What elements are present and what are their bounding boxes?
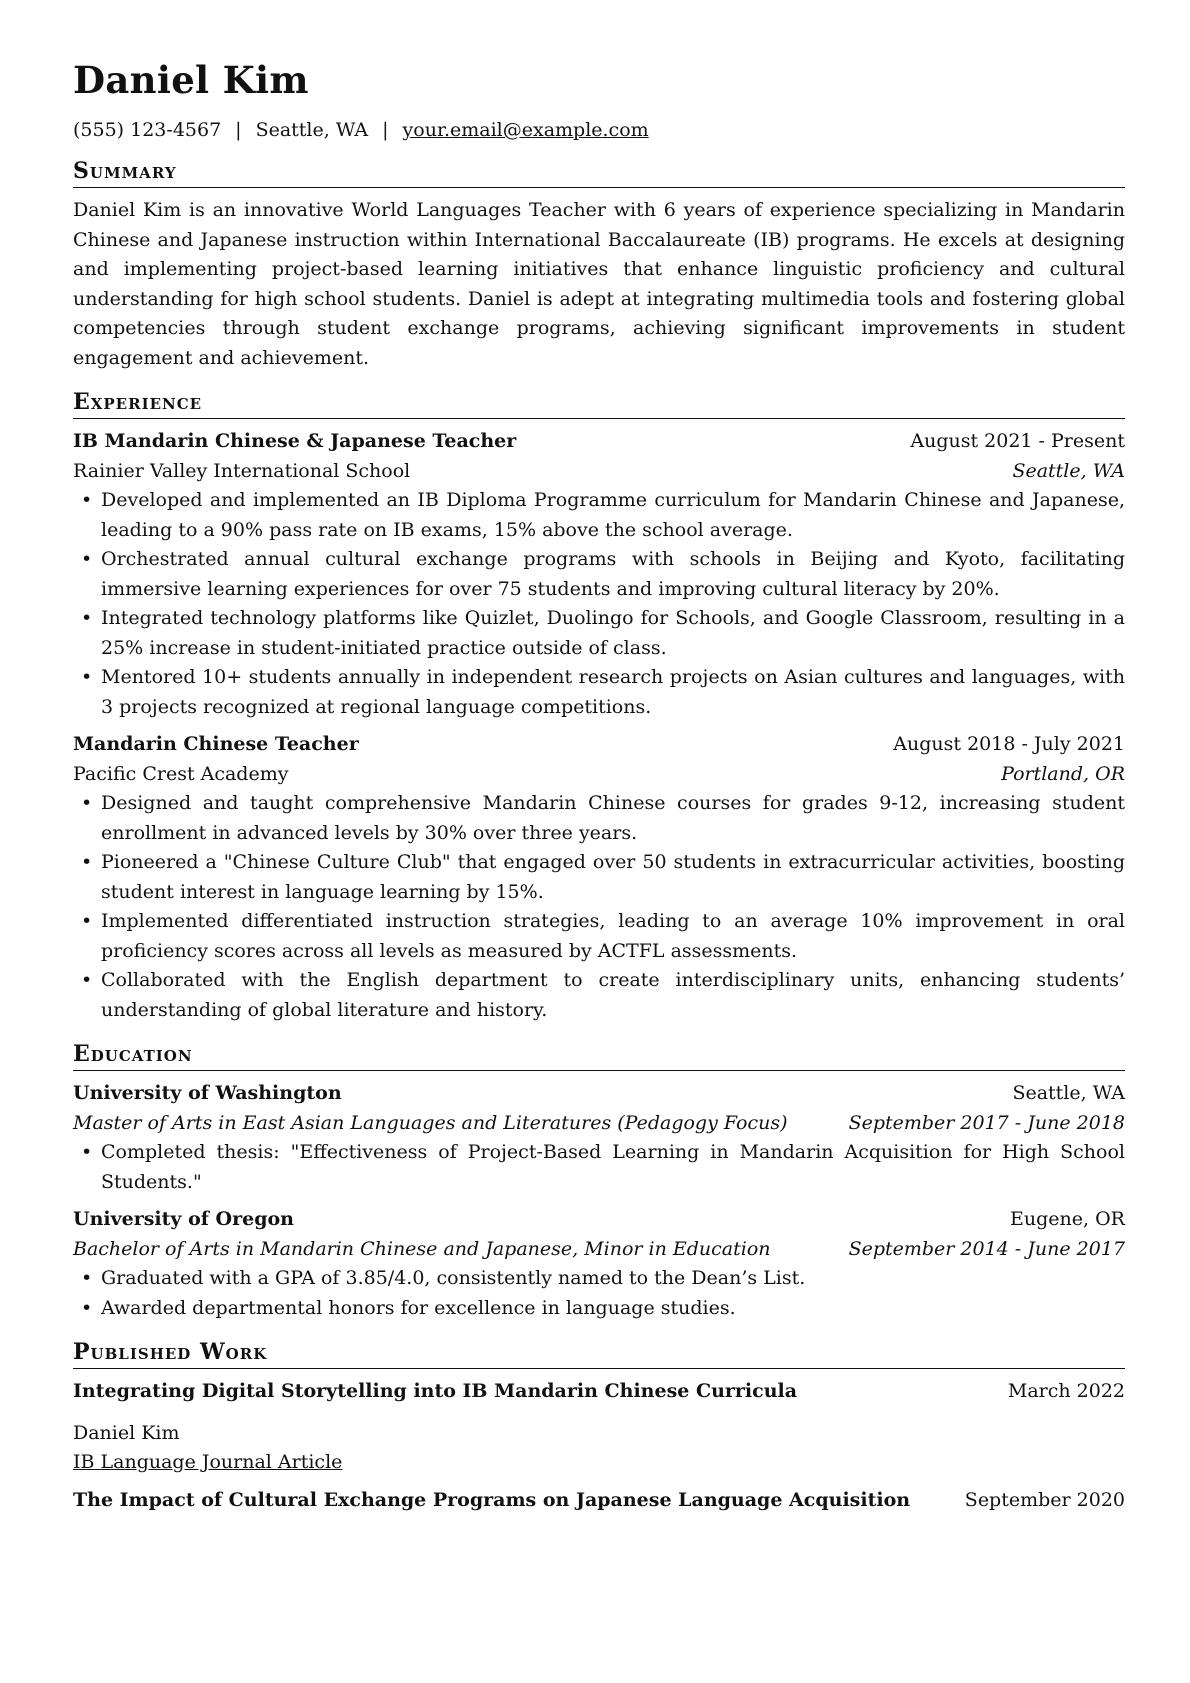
school-name: University of Oregon bbox=[73, 1208, 294, 1230]
job-title: IB Mandarin Chinese & Japanese Teacher bbox=[73, 430, 517, 452]
list-item: • Implemented differentiated instruction strategies, leading to an average 10% improvement in oral proficiency scores across all levels as measured by ACTFL assessments. bbox=[73, 907, 1125, 966]
job-dates: August 2021 - Present bbox=[910, 430, 1125, 452]
education-dates: September 2014 - June 2017 bbox=[848, 1237, 1125, 1260]
education-entry bbox=[73, 1079, 1125, 1197]
job-bullets bbox=[73, 486, 1125, 722]
experience-entry bbox=[73, 427, 1125, 722]
list-item: • Graduated with a GPA of 3.85/4.0, consistently named to the Dean’s List. bbox=[73, 1264, 1125, 1294]
published-heading: Published Work bbox=[73, 1338, 1125, 1369]
job-location: Portland, OR bbox=[1001, 762, 1125, 785]
experience-entry bbox=[73, 730, 1125, 1025]
summary-heading: Summary bbox=[73, 157, 1125, 188]
list-item: • Orchestrated annual cultural exchange programs with schools in Beijing and Kyoto, facilitating immersive learning experiences for over 75 students and improving cultural literacy by 20%. bbox=[73, 545, 1125, 604]
education-heading: Education bbox=[73, 1040, 1125, 1071]
job-bullets bbox=[73, 789, 1125, 1025]
list-item: • Pioneered a "Chinese Culture Club" that engaged over 50 students in extracurricular activities, boosting student interest in language learning by 15%. bbox=[73, 848, 1125, 907]
degree: Master of Arts in East Asian Languages and Literatures (Pedagogy Focus) bbox=[73, 1111, 788, 1134]
list-item: • Collaborated with the English department to create interdisciplinary units, enhancing students’ understanding of global literature and history. bbox=[73, 966, 1125, 1025]
contact-separator: | bbox=[382, 119, 389, 141]
location: Seattle, WA bbox=[255, 119, 369, 141]
list-item: • Completed thesis: "Effectiveness of Project-Based Learning in Mandarin Acquisition for High School Students." bbox=[73, 1138, 1125, 1197]
job-organization: Rainier Valley International School bbox=[73, 459, 411, 482]
education-bullets bbox=[73, 1138, 1125, 1197]
candidate-name: Daniel Kim bbox=[73, 58, 309, 102]
publication-author: Daniel Kim bbox=[73, 1421, 180, 1444]
email-link[interactable]: your.email@example.com bbox=[402, 119, 649, 141]
school-location: Eugene, OR bbox=[1010, 1208, 1125, 1230]
education-dates: September 2017 - June 2018 bbox=[848, 1111, 1125, 1134]
job-title: Mandarin Chinese Teacher bbox=[73, 733, 359, 755]
list-item: • Developed and implemented an IB Diploma Programme curriculum for Mandarin Chinese and Japanese, leading to a 90% pass rate on IB exams, 15% above the school average. bbox=[73, 486, 1125, 545]
publication-date: March 2022 bbox=[1007, 1380, 1125, 1402]
list-item: • Mentored 10+ students annually in independent research projects on Asian cultures and languages, with 3 projects recognized at regional language competitions. bbox=[73, 663, 1125, 722]
publication-entry bbox=[73, 1377, 1125, 1478]
summary-text: Daniel Kim is an innovative World Languages Teacher with 6 years of experience specializing in Mandarin Chinese and Japanese instruction within International Baccalaureate (IB) programs. He excels at designing and implementing project-based learning initiatives that enhance linguistic proficiency and cultural understanding for high school students. Daniel is adept at integrating multimedia tools and fostering global competencies through student exchange programs, achieving significant improvements in student engagement and achievement. bbox=[73, 199, 1125, 369]
school-name: University of Washington bbox=[73, 1082, 342, 1104]
publication-venue-link[interactable]: IB Language Journal Article bbox=[73, 1451, 343, 1473]
education-entry bbox=[73, 1205, 1125, 1323]
list-item: • Designed and taught comprehensive Mandarin Chinese courses for grades 9-12, increasing student enrollment in advanced levels by 30% over three years. bbox=[73, 789, 1125, 848]
degree: Bachelor of Arts in Mandarin Chinese and Japanese, Minor in Education bbox=[73, 1237, 771, 1260]
contact-line bbox=[73, 118, 1125, 142]
experience-heading: Experience bbox=[73, 388, 1125, 419]
phone-number: (555) 123-4567 bbox=[73, 119, 222, 141]
publication-entry bbox=[73, 1486, 1125, 1516]
list-item: • Integrated technology platforms like Quizlet, Duolingo for Schools, and Google Classroom, resulting in a 25% increase in student-initiated practice outside of class. bbox=[73, 604, 1125, 663]
publication-title: Integrating Digital Storytelling into IB Mandarin Chinese Curricula bbox=[73, 1380, 798, 1402]
list-item: • Awarded departmental honors for excellence in language studies. bbox=[73, 1294, 1125, 1324]
job-organization: Pacific Crest Academy bbox=[73, 762, 289, 785]
contact-separator: | bbox=[235, 119, 242, 141]
education-bullets bbox=[73, 1264, 1125, 1323]
resume-page bbox=[73, 58, 1125, 1515]
publication-date: September 2020 bbox=[964, 1488, 1125, 1511]
job-dates: August 2018 - July 2021 bbox=[893, 733, 1125, 755]
job-location: Seattle, WA bbox=[1012, 459, 1125, 482]
school-location: Seattle, WA bbox=[1012, 1082, 1125, 1104]
publication-title: The Impact of Cultural Exchange Programs on Japanese Language Acquisition bbox=[73, 1488, 911, 1511]
